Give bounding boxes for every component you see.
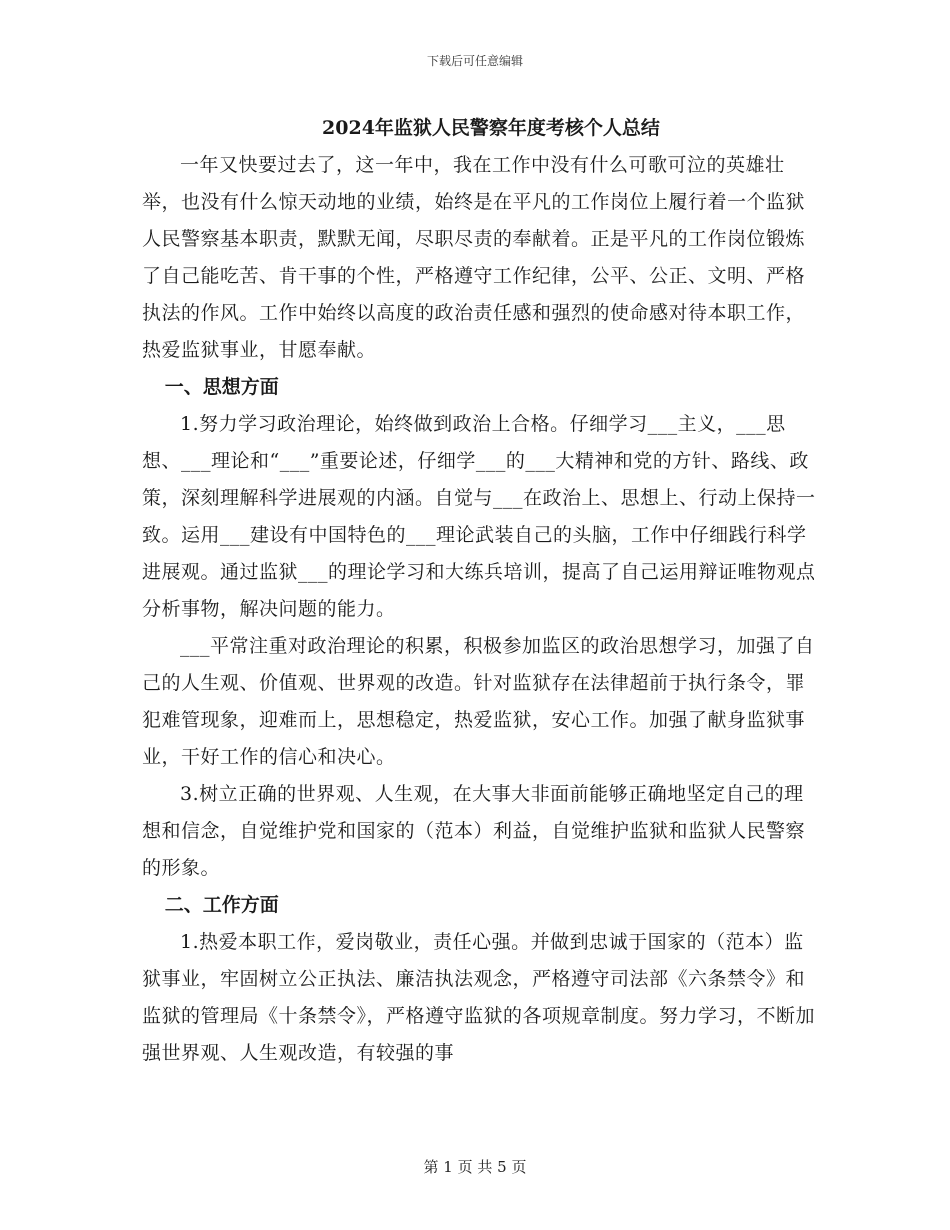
paragraph-ideology-3: 3.树立正确的世界观、人生观，在大事大非面前能够正确地坚定自己的理想和信念，自觉维护党和国家的（范本）利益，自觉维护监狱和监狱人民警察的形象。 <box>142 783 806 879</box>
paragraph-ideology-1: 1.努力学习政治理论，始终做到政治上合格。仔细学习___主义，___思想、___理论和“___”重要论述，仔细学___的___大精神和党的方针、路线、政策，深刻理解科学进展观的内涵。自觉与___在政治上、思想上、行动上保持一致。运用___建设有中国特色的___理论武装自己的头脑，工作中仔细践行科学进展观。通过监狱___的理论学习和大练兵培训，提高了自己运用辩证唯物观点分析事物，解决问题的能力。 <box>142 413 816 620</box>
section-heading-ideology: 一、思想方面 <box>164 376 279 398</box>
paragraph-work-1: 1.热爱本职工作，爱岗敬业，责任心强。并做到忠诚于国家的（范本）监狱事业，牢固树立公正执法、廉洁执法观念，严格遵守司法部《六条禁令》和监狱的管理局《十条禁令》，严格遵守监狱的各项规章制度。努力学习，不断加强世界观、人生观改造，有较强的事 <box>142 931 816 1064</box>
page-header: 下载后可任意编辑 <box>426 54 523 68</box>
section-heading-work: 二、工作方面 <box>164 894 279 916</box>
page-footer: 第 1 页 共 5 页 <box>423 1158 527 1176</box>
paragraph-intro: 一年又快要过去了，这一年中，我在工作中没有什么可歌可泣的英雄壮举，也没有什么惊天动地的业绩，始终是在平凡的工作岗位上履行着一个监狱人民警察基本职责，默默无闻，尽职尽责的奉献着。正是平凡的工作岗位锻炼了自己能吃苦、肯干事的个性，严格遵守工作纪律，公平、公正、文明、严格执法的作风。工作中始终以高度的政治责任感和强烈的使命感对待本职工作，热爱监狱事业，甘愿奉献。 <box>142 154 806 361</box>
paragraph-ideology-2: ___平常注重对政治理论的积累，积极参加监区的政治思想学习，加强了自己的人生观、价值观、世界观的改造。针对监狱存在法律超前于执行条令，罪犯难管现象，迎难而上，思想稳定，热爱监狱，安心工作。加强了献身监狱事业，干好工作的信心和决心。 <box>142 635 815 768</box>
document-title: 2024年监狱人民警察年度考核个人总结 <box>322 117 660 139</box>
document-body <box>142 110 822 1072</box>
